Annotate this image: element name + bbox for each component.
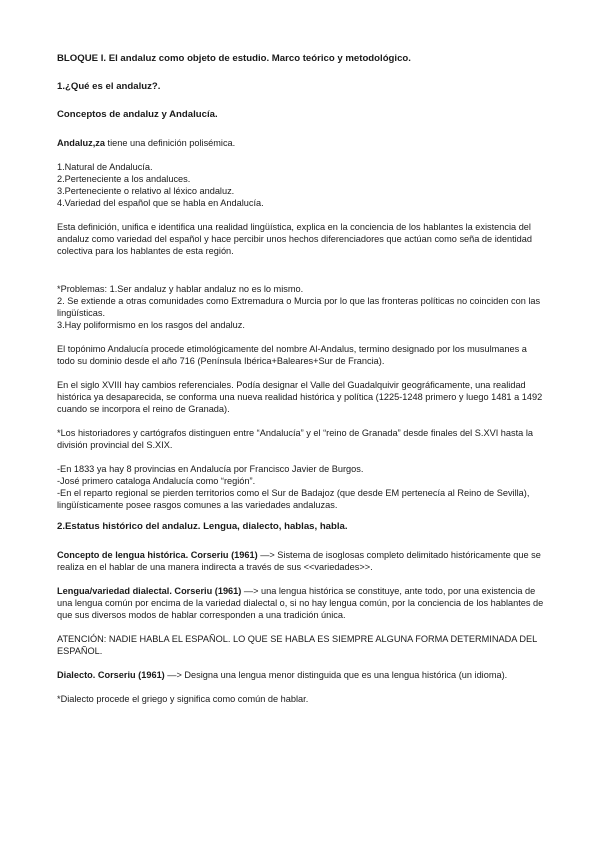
- attention-note: ATENCIÓN: NADIE HABLA EL ESPAÑOL. LO QUE SE HABLA ES SIEMPRE ALGUNA FORMA DETERMINADA DEL ESPAÑOL.: [57, 634, 537, 656]
- paragraph-lengua-historica: [57, 549, 547, 573]
- problems-line: 2. Se extiende a otras comunidades como Extremadura o Murcia por lo que las fronteras políticas no coinciden con las lingüísticas.: [57, 296, 541, 318]
- dialecto-note: *Dialecto procede el griego y significa como común de hablar.: [57, 694, 309, 704]
- page-title: BLOQUE I. El andaluz como objeto de estudio. Marco teórico y metodológico.: [57, 53, 411, 64]
- paragraph-historiadores: *Los historiadores y cartógrafos distinguen entre “Andalucía” y el “reino de Granada” desde finales del S.XVI hasta la división provincial del S.XIX.: [57, 428, 533, 450]
- definition-list-item: 4.Variedad del español que se habla en Andalucía.: [57, 198, 264, 208]
- note-line: -José primero cataloga Andalucía como “región”.: [57, 476, 256, 486]
- section-heading-1: 1.¿Qué es el andaluz?.: [57, 81, 161, 92]
- subsection-heading-1: Conceptos de andaluz y Andalucía.: [57, 109, 218, 120]
- note-line: -En 1833 ya hay 8 provincias en Andalucía por Francisco Javier de Burgos.: [57, 464, 364, 474]
- definition-term: Andaluz,za: [57, 138, 105, 148]
- definition-list-item: 1.Natural de Andalucía.: [57, 162, 153, 172]
- problems-line: *Problemas: 1.Ser andaluz y hablar andaluz no es lo mismo.: [57, 284, 304, 294]
- paragraph-toponimo: El topónimo Andalucía procede etimológicamente del nombre Al-Andalus, termino designado por los musulmanes a todo su dominio desde el año 716 (Península Ibérica+Baleares+Sur de Francia).: [57, 344, 527, 366]
- section-heading-2: 2.Estatus histórico del andaluz. Lengua, dialecto, hablas, habla.: [57, 521, 348, 532]
- concept-term: Lengua/variedad dialectal. Corseriu (1961): [57, 586, 242, 596]
- note-line: -En el reparto regional se pierden territorios como el Sur de Badajoz (que desde EM pertenecía al Reino de Sevilla), lingüísticamente posee rasgos comunes a las variedades andaluzas.: [57, 488, 530, 510]
- concept-term: Concepto de lengua histórica. Corseriu (1961): [57, 550, 258, 560]
- definition-list-item: 3.Perteneciente o relativo al léxico andaluz.: [57, 186, 235, 196]
- paragraph-dialecto: [57, 669, 547, 681]
- definition-text: tiene una definición polisémica.: [104, 138, 236, 148]
- problems-line: 3.Hay poliformismo en los rasgos del andaluz.: [57, 320, 245, 330]
- document-body: [57, 53, 547, 705]
- concept-text: —> Designa una lengua menor distinguida que es una lengua histórica (un idioma).: [164, 670, 508, 680]
- paragraph-unifica: Esta definición, unifica e identifica una realidad lingüística, explica en la conciencia de los hablantes la existencia del andaluz como variedad del español y hace percibir unos hechos diferenciadores que actúan como seña de identidad colectiva para los hablantes de esta región.: [57, 222, 533, 256]
- concept-term: Dialecto. Corseriu (1961): [57, 670, 165, 680]
- concept-text: —> Sistema de isoglosas completo delimitado históricamente que se realiza en el hablar de una manera indirecta a través de sus <<variedades>>.: [57, 550, 541, 572]
- definition-list-item: 2.Perteneciente a los andaluces.: [57, 174, 191, 184]
- definition-paragraph: [57, 137, 547, 149]
- paragraph-variedad-dialectal: [57, 585, 547, 621]
- concept-text: —> una lengua histórica se constituye, ante todo, por una existencia de una lengua común por encima de la variedad dialectal o, si no hay lengua común, por la conciencia de los hablantes de que sus diversos modos de hablar corresponden a una tradición única.: [57, 586, 544, 620]
- paragraph-siglo-xviii: En el siglo XVIII hay cambios referenciales. Podía designar el Valle del Guadalquivir geográficamente, una realidad histórica ya desaparecida, se conforma una nueva realidad histórica y política (1225-1248 primero y luego 1481 a 1492 cuando se incorpora el reino de Granada).: [57, 380, 543, 414]
